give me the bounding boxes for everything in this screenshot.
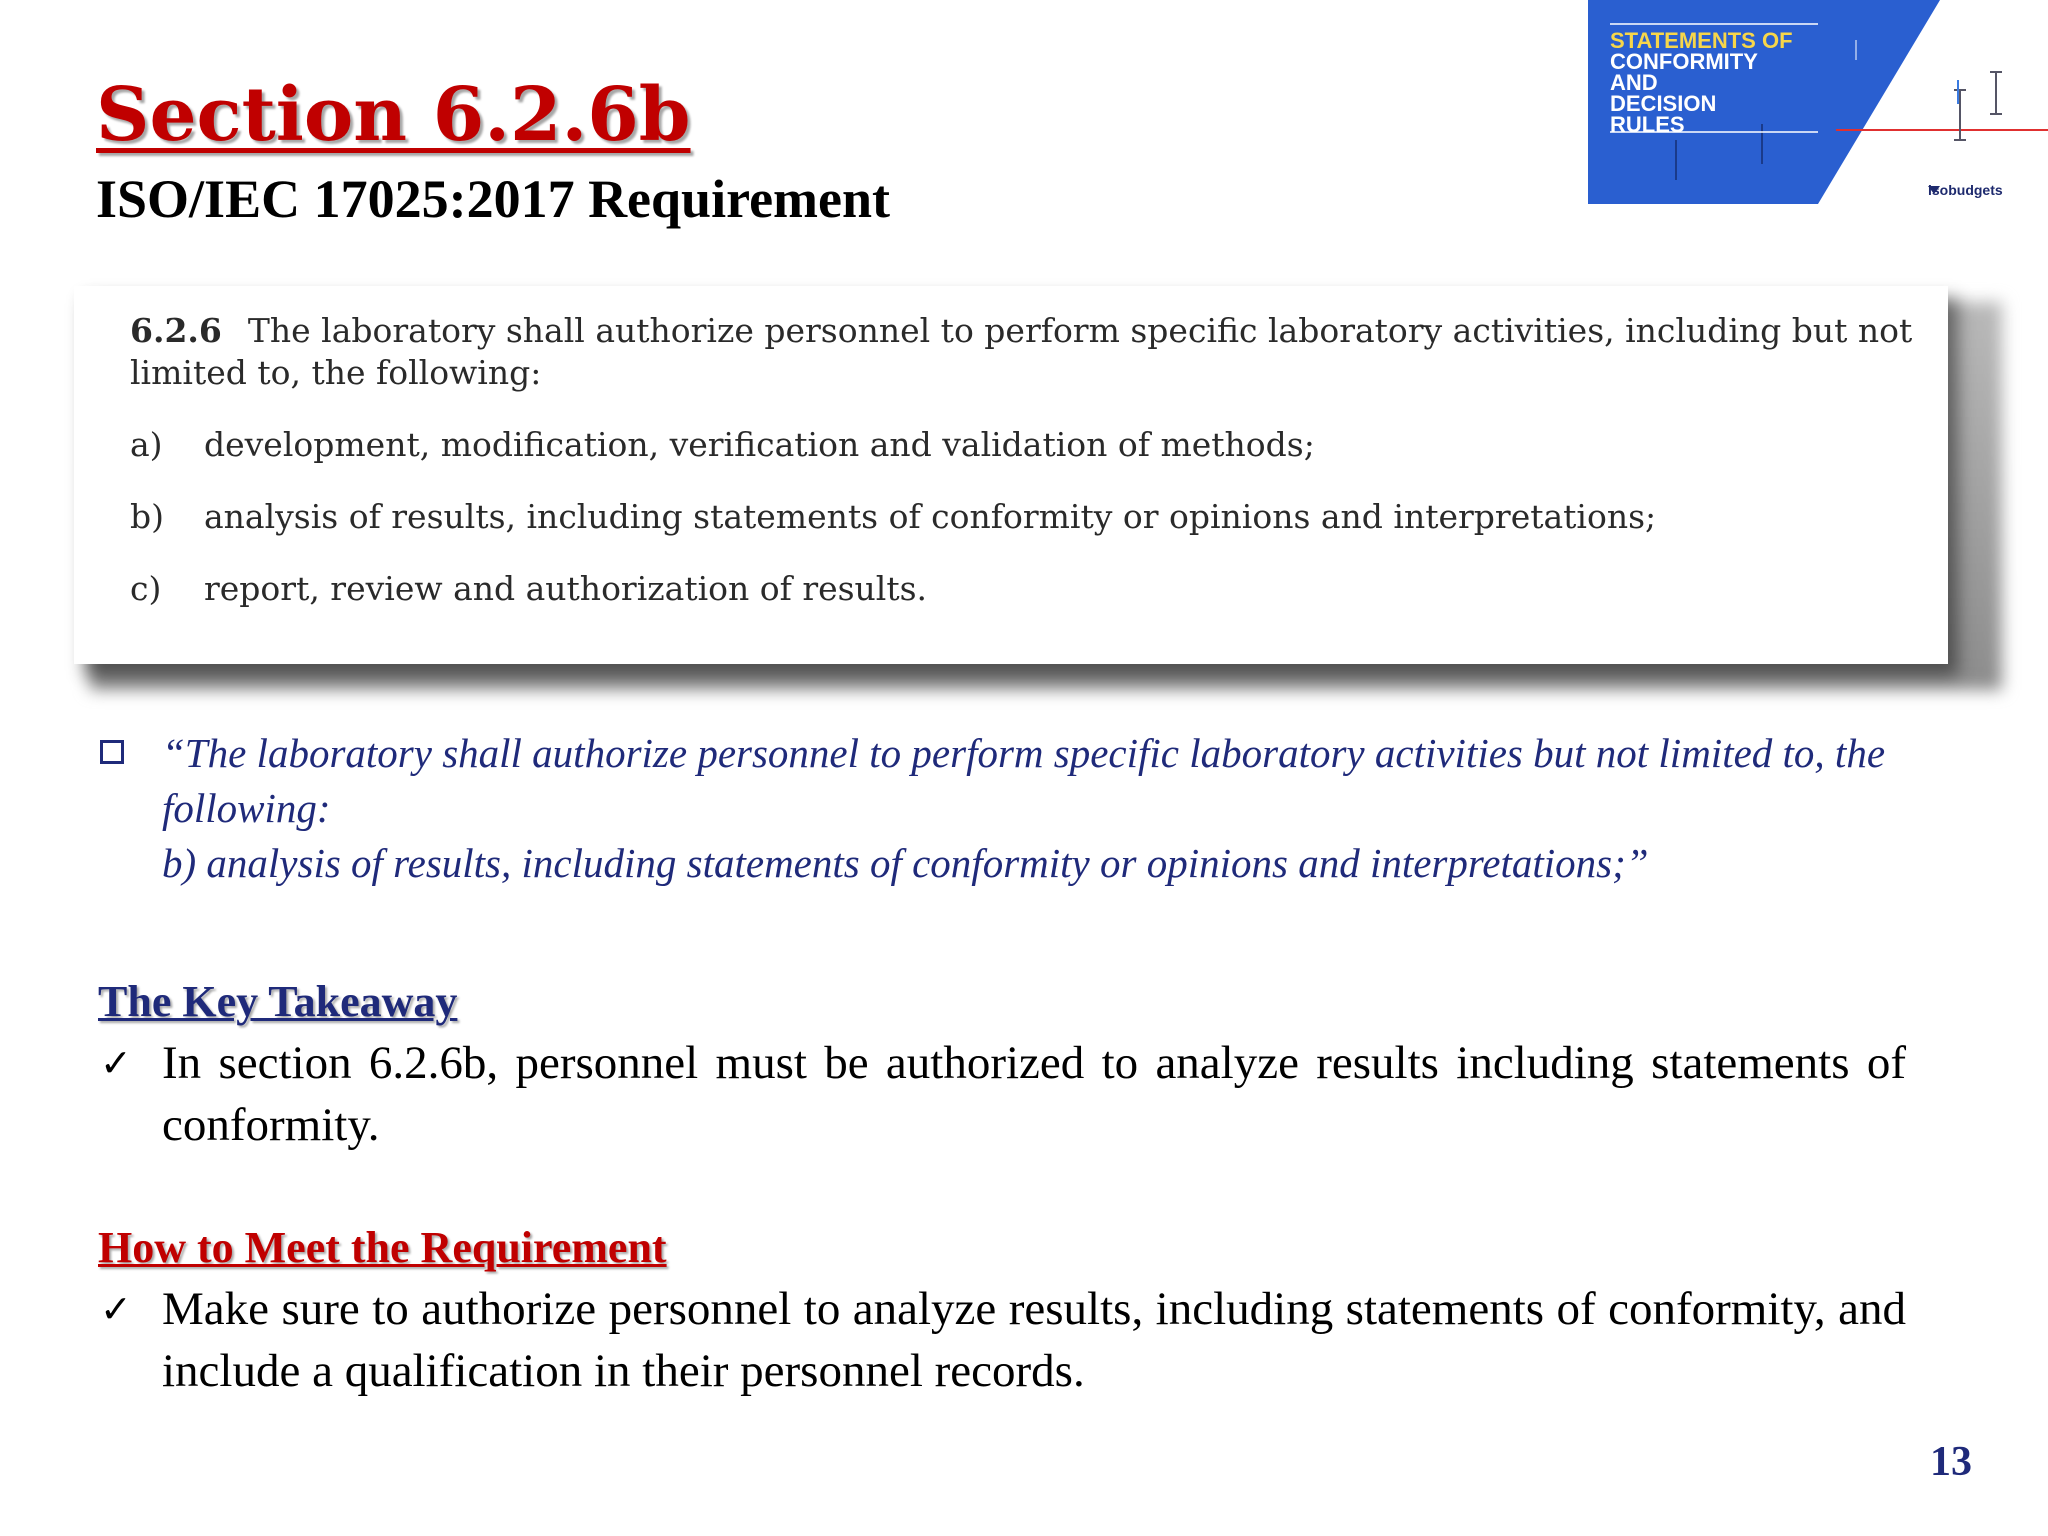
page-subtitle: ISO/IEC 17025:2017 Requirement bbox=[96, 169, 891, 229]
quote-line: b) analysis of results, including statements of conformity or opinions and interpretations;” bbox=[162, 840, 1649, 886]
thumbnail-title bbox=[1610, 30, 1850, 135]
standard-clause-image bbox=[74, 286, 1948, 664]
clause-item bbox=[130, 496, 1920, 538]
thumbnail-title-line: RULES bbox=[1610, 112, 1685, 137]
clause-text bbox=[130, 310, 1920, 610]
checkbox-bullet-icon bbox=[100, 740, 124, 764]
clause-item-text: analysis of results, including statements of conformity or opinions and interpretations; bbox=[204, 497, 1657, 536]
quote-line: “The laboratory shall authorize personnel to perform specific laboratory activities but not limited to, the following: bbox=[162, 730, 1886, 831]
how-to-meet-heading: How to Meet the Requirement bbox=[98, 1223, 667, 1272]
thumbnail-title-line: STATEMENTS OF bbox=[1610, 28, 1793, 53]
quote-bullet bbox=[100, 726, 1950, 891]
checkmark-icon: ✓ bbox=[100, 1041, 132, 1085]
clause-item bbox=[130, 568, 1920, 610]
clause-item-letter: c) bbox=[130, 569, 162, 608]
clause-item-letter: b) bbox=[130, 497, 164, 536]
clause-intro bbox=[130, 310, 1920, 394]
how-to-meet-text: Make sure to authorize personnel to analyze results, including statements of conformity, and include a qualification in their personnel records. bbox=[162, 1283, 1906, 1397]
clause-item-text: development, modification, verification and validation of methods; bbox=[204, 425, 1315, 464]
checkmark-icon: ✓ bbox=[100, 1287, 132, 1331]
clause-number: 6.2.6 bbox=[130, 311, 222, 350]
conformity-thumbnail-image bbox=[1588, 0, 2048, 210]
key-takeaway-heading: The Key Takeaway bbox=[98, 977, 458, 1026]
thumbnail-title-line: AND bbox=[1610, 70, 1658, 95]
isobudgets-logo: isobudgets bbox=[1928, 182, 2003, 198]
clause-item bbox=[130, 424, 1920, 466]
clause-item-letter: a) bbox=[130, 425, 163, 464]
section-title: Section 6.2.6b bbox=[96, 72, 691, 158]
thumbnail-title-line: CONFORMITY bbox=[1610, 49, 1758, 74]
key-takeaway-text: In section 6.2.6b, personnel must be authorized to analyze results including statements of conformity. bbox=[162, 1037, 1906, 1151]
page-number: 13 bbox=[1930, 1439, 1972, 1485]
thumbnail-title-line: DECISION bbox=[1610, 91, 1717, 116]
how-to-meet-item bbox=[100, 1278, 1906, 1402]
clause-intro-text: The laboratory shall authorize personnel to perform specific laboratory activities, including but not limited to, the following: bbox=[130, 311, 1913, 392]
clause-item-text: report, review and authorization of results. bbox=[204, 569, 928, 608]
key-takeaway-item bbox=[100, 1032, 1906, 1156]
quote-text bbox=[162, 726, 1950, 891]
